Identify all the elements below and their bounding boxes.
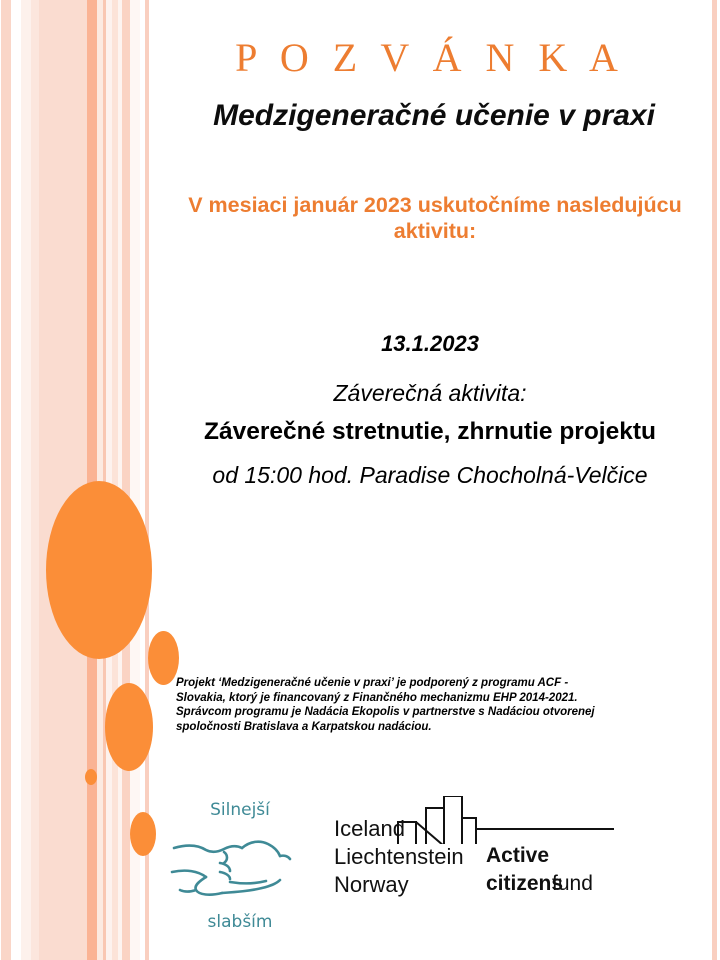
- silnejsi-logo-top-word: Silnejší: [210, 800, 270, 820]
- decorative-stripe-2: [31, 0, 39, 960]
- acf-logo-line-iceland: Iceland: [334, 816, 405, 841]
- acf-logo-line-norway: Norway: [334, 872, 409, 897]
- event-date: 13.1.2023: [381, 331, 479, 356]
- page-title: P O Z V Á N K A: [235, 35, 625, 80]
- acf-logo-word-active: Active: [486, 844, 550, 867]
- acf-logo-word-fund: fund: [552, 872, 593, 895]
- blob-medium: [105, 683, 153, 771]
- acf-logo-line-liechtenstein: Liechtenstein: [334, 844, 464, 869]
- silnejsi-slabsim-logo: [170, 800, 310, 935]
- decorative-stripe-4: [87, 0, 97, 960]
- acf-logo-word-citizens: citizens: [486, 872, 564, 895]
- blob-tiny: [85, 769, 97, 785]
- silnejsi-logo-bottom-word: slabším: [207, 912, 273, 932]
- decorative-stripe-0: [1, 0, 11, 960]
- activity-detail: od 15:00 hod. Paradise Chocholná-Velčice: [212, 462, 648, 488]
- lead-paragraph: V mesiaci január 2023 uskutočníme nasledujúcu aktivitu:: [188, 193, 682, 244]
- activity-label: Záverečná aktivita:: [333, 380, 527, 406]
- project-subtitle: Medzigeneračné učenie v praxi: [213, 99, 655, 132]
- active-citizens-fund-logo: [334, 800, 614, 905]
- clasped-hands-icon: [170, 822, 310, 902]
- activity-title: Záverečné stretnutie, zhrnutie projektu: [204, 418, 656, 445]
- eea-grants-mark-icon: [396, 796, 676, 844]
- decorative-stripe-10: [122, 0, 130, 960]
- decorative-stripe-1: [21, 0, 31, 960]
- funding-disclaimer: Projekt ‘Medzigeneračné učenie v praxi’ je podporený z programu ACF - Slovakia, ktorý je financovaný z Finančného mechanizmu EHP 2014-2021. Správcom programu je Nadácia Ekopolis v partnerstve s Nadáciou otvorenej spoločnosti Bratislava a Karpatskou nadáciou.: [176, 677, 595, 734]
- blob-large: [46, 481, 152, 659]
- decorative-stripe-3: [39, 0, 87, 960]
